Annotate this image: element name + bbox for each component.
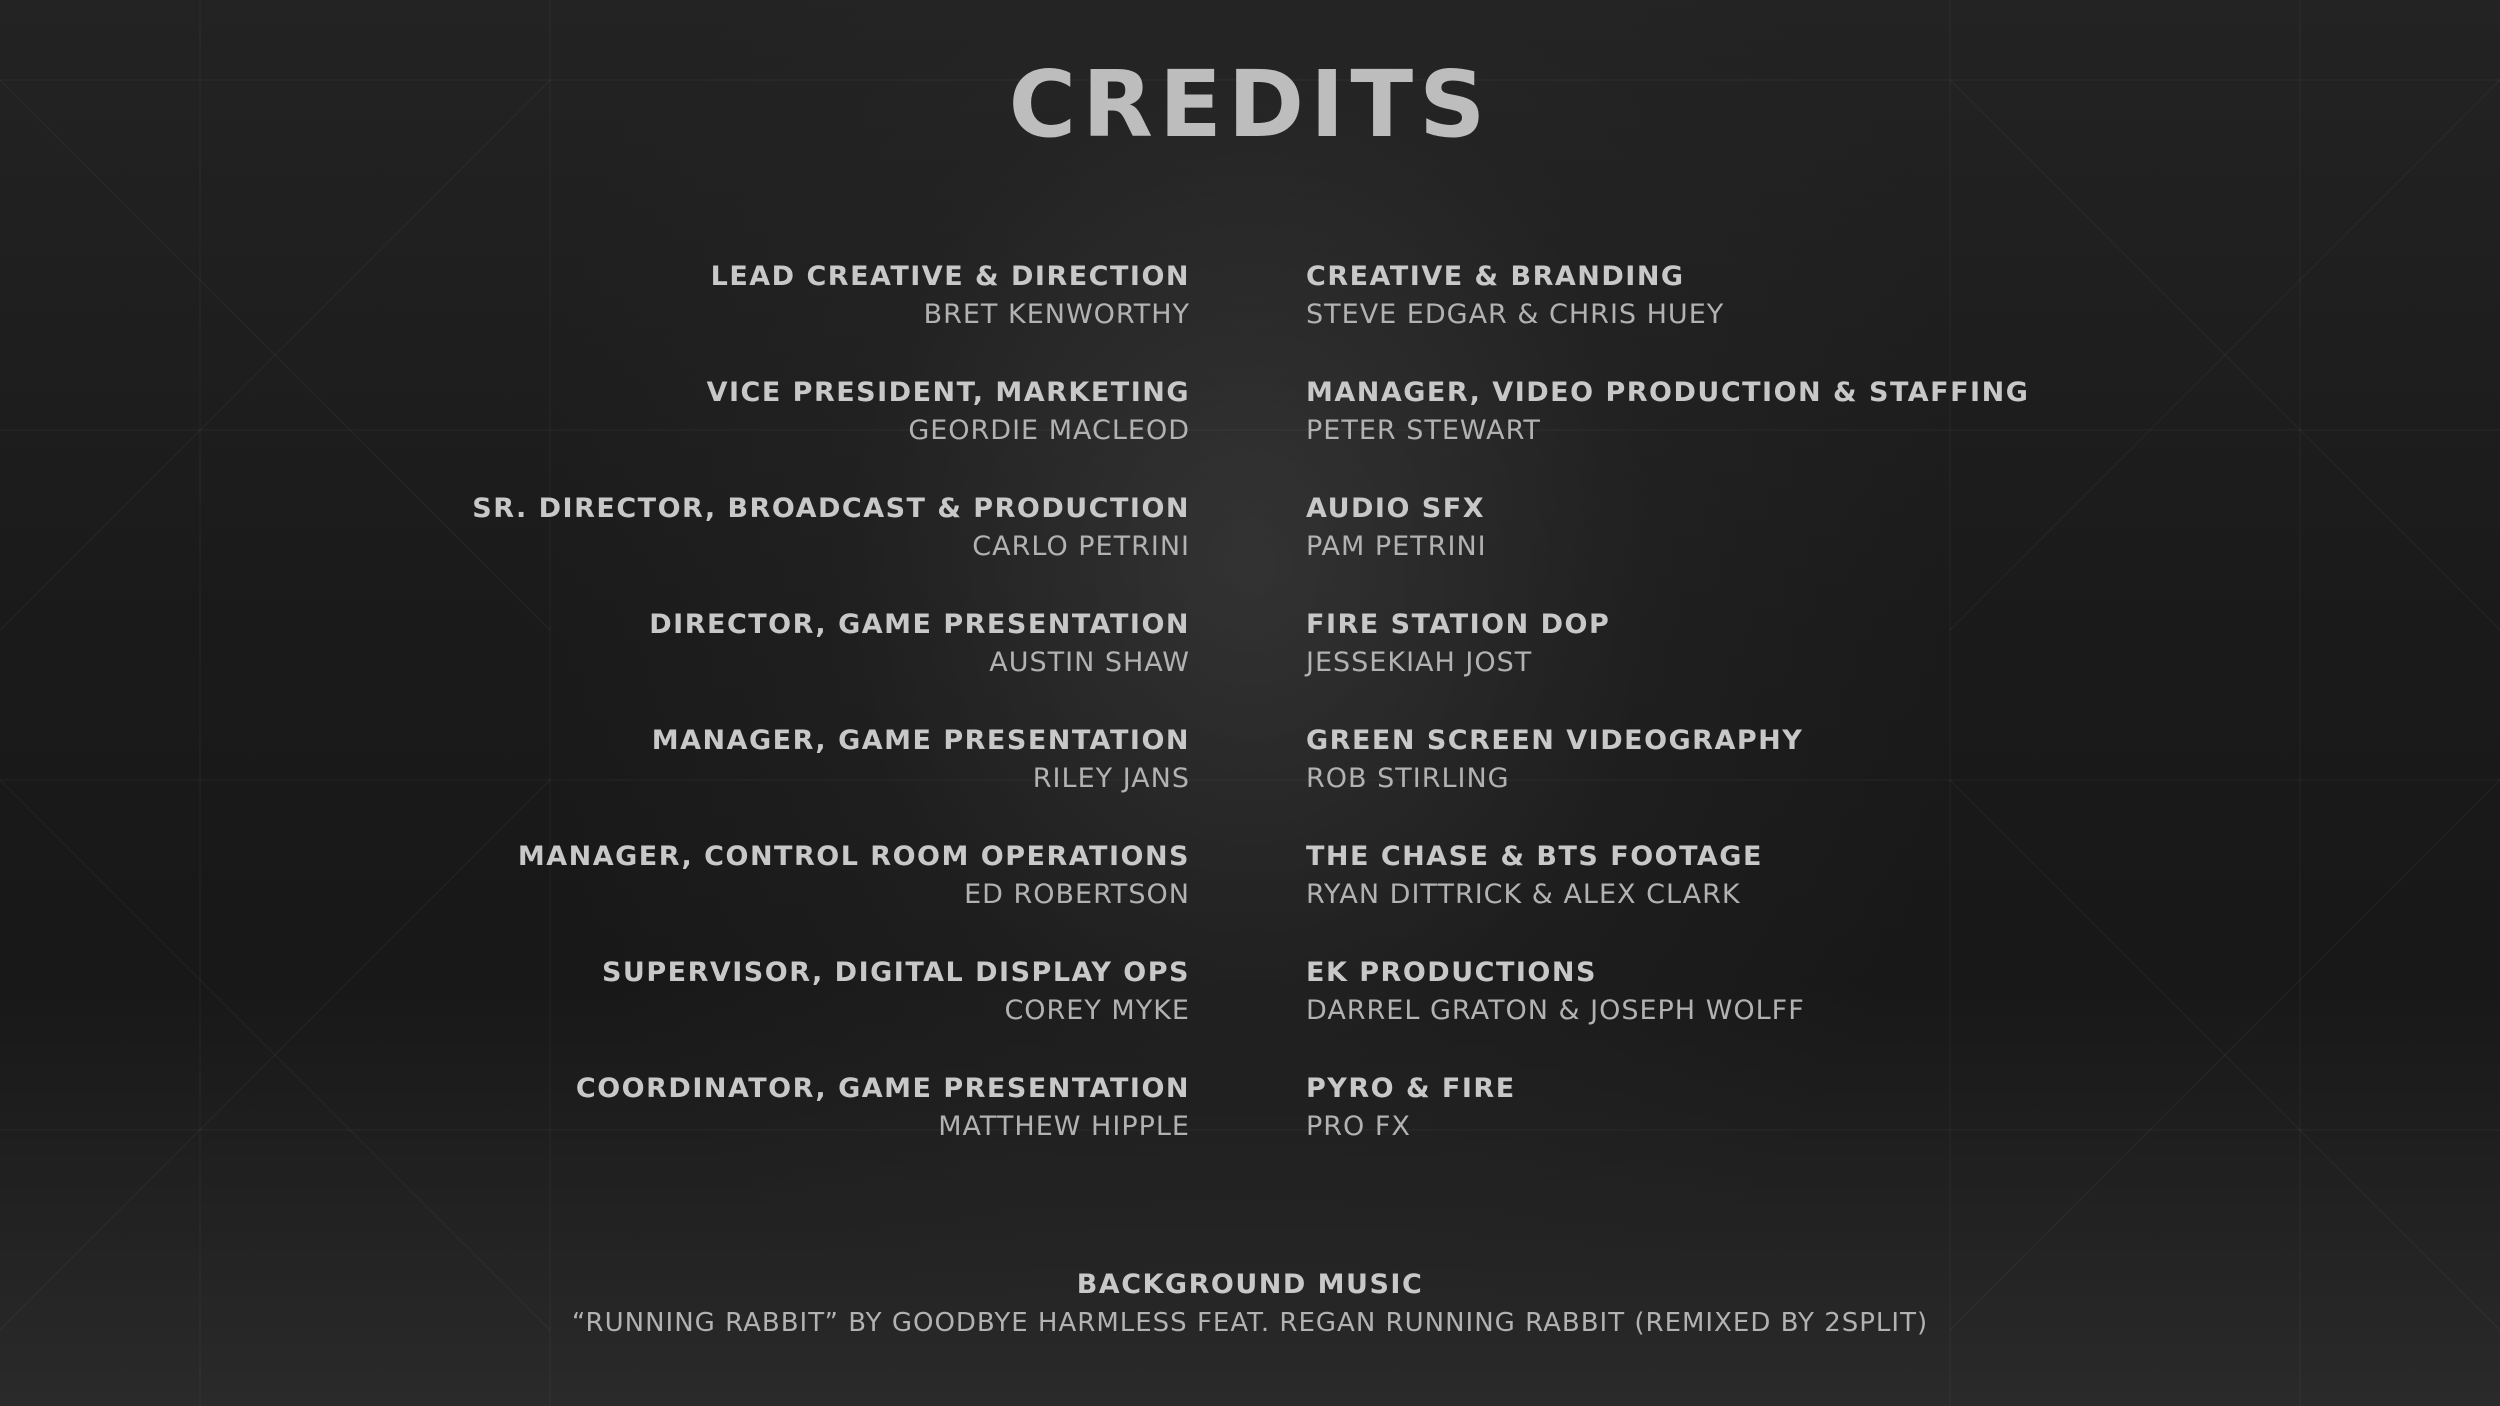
credit-role: SUPERVISOR, DIGITAL DISPLAY OPS [601, 957, 1190, 988]
credit-name: CARLO PETRINI [972, 531, 1190, 562]
credit-entry [190, 374, 1190, 490]
credit-name: DARREL GRATON & JOSEPH WOLFF [1306, 995, 1805, 1026]
credit-entry [190, 606, 1190, 722]
credit-role: GREEN SCREEN VIDEOGRAPHY [1306, 725, 1804, 756]
credit-role: FIRE STATION DOP [1306, 609, 1611, 640]
credit-name: BRET KENWORTHY [923, 299, 1190, 330]
credit-entry [190, 722, 1190, 838]
credit-entry [190, 1070, 1190, 1186]
credit-role: MANAGER, CONTROL ROOM OPERATIONS [517, 841, 1190, 872]
credit-role: DIRECTOR, GAME PRESENTATION [649, 609, 1190, 640]
credit-name: PAM PETRINI [1306, 531, 1487, 562]
credit-entry [1306, 374, 2306, 490]
credit-role: PYRO & FIRE [1306, 1073, 1516, 1104]
credit-entry [1306, 490, 2306, 606]
credit-entry [1306, 838, 2306, 954]
music-name: “RUNNING RABBIT” BY GOODBYE HARMLESS FEAT. REGAN RUNNING RABBIT (REMIXED BY 2SPLIT) [571, 1308, 1929, 1338]
credit-entry [190, 838, 1190, 954]
credit-role: COORDINATOR, GAME PRESENTATION [575, 1073, 1190, 1104]
credit-name: GEORDIE MACLEOD [908, 415, 1190, 446]
credit-entry [190, 258, 1190, 374]
credit-role: EK PRODUCTIONS [1306, 957, 1597, 988]
credit-role: VICE PRESIDENT, MARKETING [706, 377, 1190, 408]
page-title: CREDITS [1008, 51, 1492, 158]
credit-name: PRO FX [1306, 1111, 1411, 1142]
credit-role: CREATIVE & BRANDING [1306, 261, 1685, 292]
credit-name: COREY MYKE [1004, 995, 1190, 1026]
credit-entry [190, 490, 1190, 606]
credits-right-column [1306, 258, 2306, 1186]
credit-role: THE CHASE & BTS FOOTAGE [1306, 841, 1763, 872]
credit-entry [1306, 606, 2306, 722]
credit-entry [1306, 258, 2306, 374]
credit-name: MATTHEW HIPPLE [938, 1111, 1190, 1142]
credit-role: MANAGER, GAME PRESENTATION [651, 725, 1190, 756]
credits-left-column [190, 258, 1190, 1186]
credit-name: AUSTIN SHAW [989, 647, 1190, 678]
background-music-credit [0, 1266, 2500, 1342]
credit-name: ROB STIRLING [1306, 763, 1510, 794]
credit-role: LEAD CREATIVE & DIRECTION [710, 261, 1190, 292]
credit-name: PETER STEWART [1306, 415, 1541, 446]
credit-name: JESSEKIAH JOST [1306, 647, 1533, 678]
credit-entry [1306, 1070, 2306, 1186]
credit-role: AUDIO SFX [1306, 493, 1486, 524]
credit-name: STEVE EDGAR & CHRIS HUEY [1306, 299, 1725, 330]
credit-role: MANAGER, VIDEO PRODUCTION & STAFFING [1306, 377, 2030, 408]
credit-role: SR. DIRECTOR, BROADCAST & PRODUCTION [472, 493, 1190, 524]
credit-name: RILEY JANS [1032, 763, 1190, 794]
credit-entry [1306, 954, 2306, 1070]
music-role: BACKGROUND MUSIC [1076, 1269, 1424, 1300]
credit-name: RYAN DITTRICK & ALEX CLARK [1306, 879, 1741, 910]
credit-entry [1306, 722, 2306, 838]
credit-entry [190, 954, 1190, 1070]
credit-name: ED ROBERTSON [964, 879, 1190, 910]
